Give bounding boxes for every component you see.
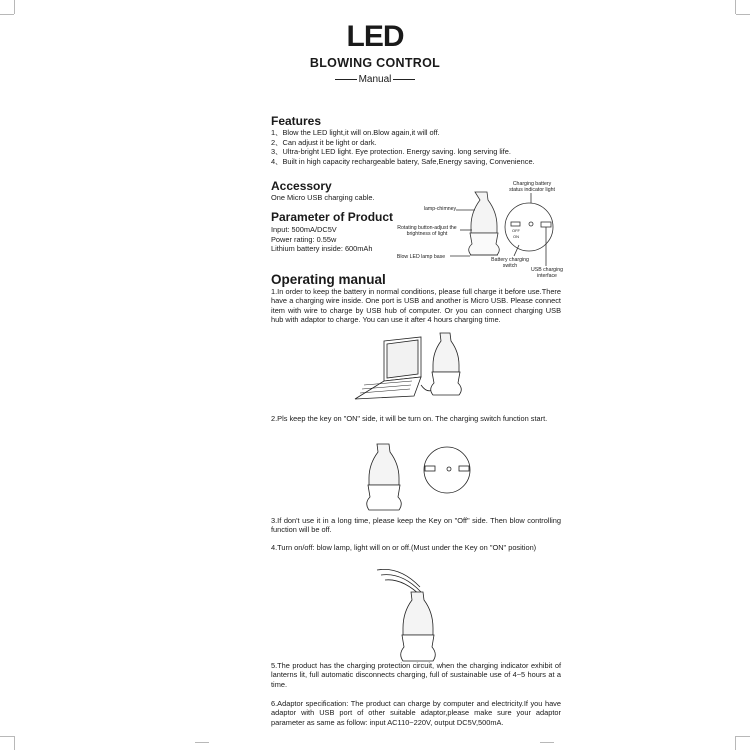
feature-item: 3、Ultra-bright LED light. Eye protection. Energy saving. long serving life.	[271, 147, 511, 157]
label-led-base: Blow LED lamp base	[396, 254, 446, 260]
feature-item: 2、Can adjust it be light or dark.	[271, 137, 377, 147]
lamp-chimney-shape	[403, 592, 433, 635]
air-stream	[381, 575, 421, 592]
parameter-heading: Parameter of Product	[271, 210, 394, 224]
label-charging-indicator: Charging battery status indicator light	[509, 181, 555, 193]
air-stream	[377, 569, 420, 587]
step-1: 1.In order to keep the battery in normal conditions, please full charge it before use.There have a charging wire inside. One port is USB and another is Micro USB. Please connect item with wire to charge by USB hub of computer. Or you can connect charging USB hub with adaptor to charge. You can use it after 4 hours charging time.	[271, 287, 561, 325]
parameter-item: Power rating: 0.55w	[271, 234, 337, 244]
parameter-item: Lithium battery inside: 600mAh	[271, 244, 373, 254]
operating-heading: Operating manual	[271, 272, 386, 287]
step-4: 4.Turn on/off: blow lamp, light will on or off.(Must under the Key on "ON" position)	[271, 543, 537, 552]
lamp-base-shape	[401, 635, 436, 661]
features-heading: Features	[271, 114, 322, 128]
accessory-heading: Accessory	[271, 179, 332, 193]
feature-item: 1、Blow the LED light,it will on.Blow again,it will off.	[271, 128, 440, 137]
feature-item: 4、Built in high capacity rechargeable batery, Safe,Energy saving, Convenience.	[271, 156, 535, 166]
product-title: BLOWING CONTROL	[309, 56, 441, 70]
manual-text: Manual	[358, 74, 392, 85]
label-battery-switch: Battery charging switch	[491, 257, 529, 269]
step-5: 5.The product has the charging protection circuit, when the charging indicator exhibit of lanterns lit, full automatic disconnects charging, full of sustainable use of 4~5 hours at a time.	[271, 661, 561, 689]
step-2: 2.Pls keep the key on "ON" side, it will be turn on. The charging switch function start.	[271, 414, 548, 423]
label-usb-interface: USB charging interface	[530, 267, 563, 279]
step-6: 6.Adaptor specification: The product can charge by computer and electricity.If you have adaptor with USB port of other suitable adaptor,please make sure your adaptor parameter as same as follow: input AC110~220V, output DC5V,500mA.	[271, 699, 561, 727]
label-off-on: OFF ON	[512, 228, 520, 239]
label-rotating-button: Rotating button-adjust the brightness of light	[397, 225, 457, 237]
logo-title: LED	[346, 20, 404, 53]
parameter-item: Input: 500mA/DC5V	[271, 225, 337, 234]
label-lamp-chimney: lamp-chimney	[423, 206, 457, 212]
step-3: 3.If don't use it in a long time, please keep the Key on "Off" side. Then blow controlling function will be off.	[271, 516, 561, 535]
accessory-text: One Micro USB charging cable.	[271, 193, 375, 202]
